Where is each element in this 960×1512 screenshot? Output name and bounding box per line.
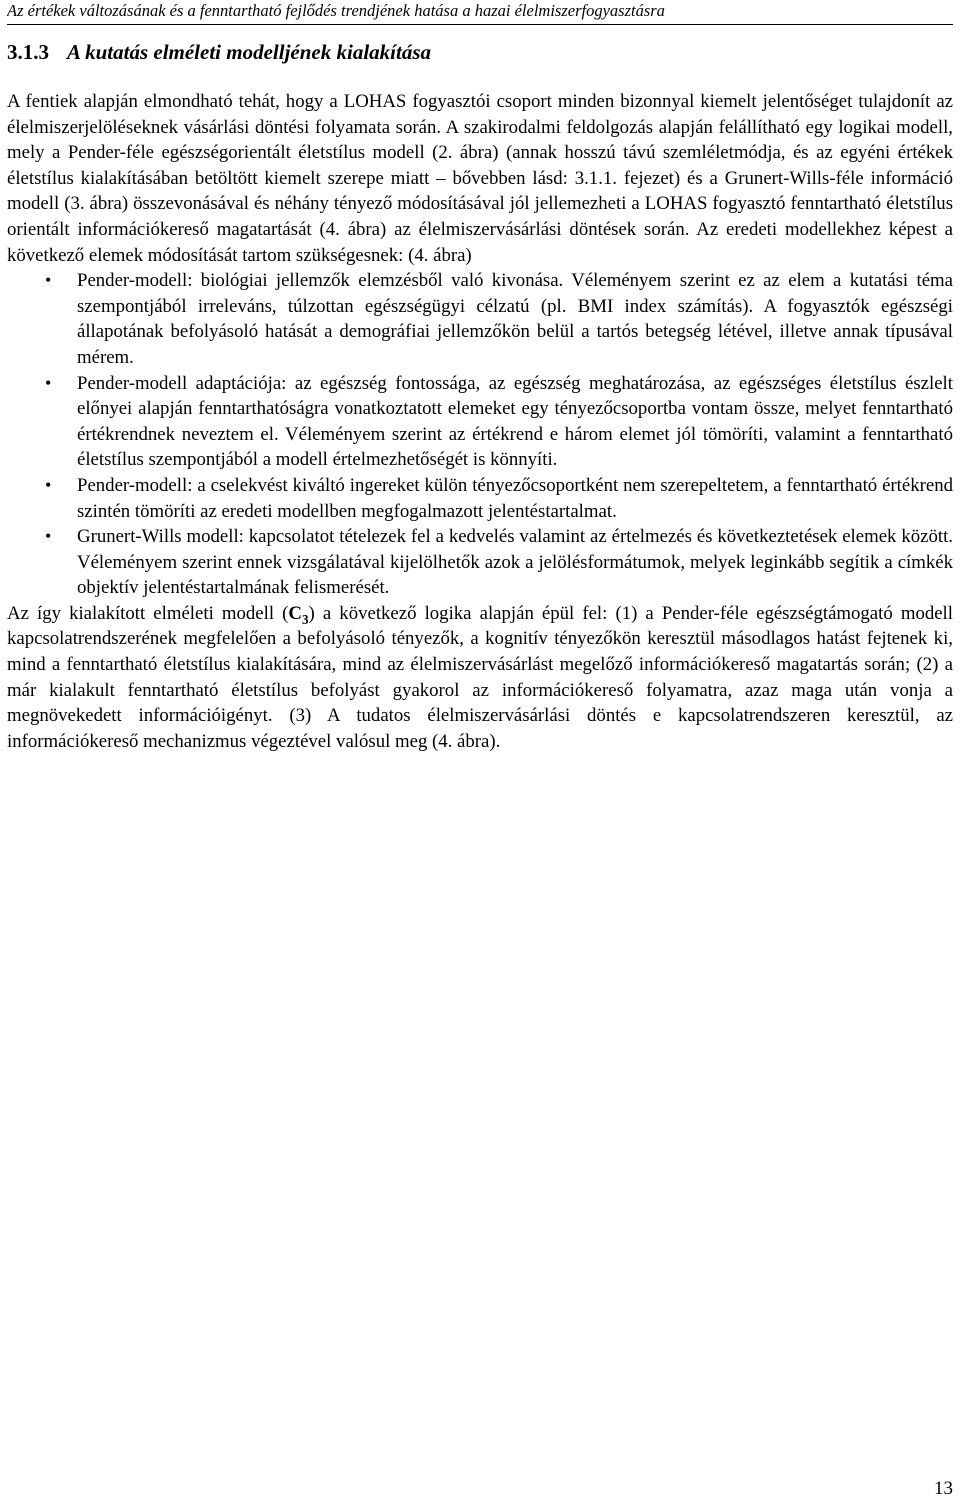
list-item (7, 473, 953, 524)
modification-list (7, 268, 953, 601)
body-text (7, 89, 953, 754)
list-item-text: Pender-modell adaptációja: az egészség fontossága, az egészség meghatározása, az egészséges életstílus észlelt előnyei alapján fenntarthatóságra vonatkoztatott elemeket egy tényezőcsoportba vontam össze, melyet fenntartható értékrendnek neveztem el. Véleményem szerint az értékrend e három elemet jól tömöríti, valamint a fenntartható életstílus szempontjából a modell értelmezhetőségét is könnyíti. (77, 372, 953, 471)
list-item (7, 524, 953, 601)
closing-paragraph (7, 601, 953, 755)
list-item-text: Pender-modell: biológiai jellemzők elemzésből való kivonása. Véleményem szerint ez az elem a kutatási téma szempontjából irreleváns, túlzottan egészségügyi célzatú (pl. BMI index számítás). A fogyasztók egészségi állapotának befolyásoló hatását a demográfiai jellemzőkön belül a tartós betegség létével, illetve annak típusával mérem. (77, 270, 953, 368)
bullet-icon: • (45, 270, 52, 291)
list-item-text: Grunert-Wills modell: kapcsolatot tételezek fel a kedvelés valamint az értelmezés és következtetések elemek között. Véleményem szerint ennek vizsgálatával kijelölhetők azok a jelölésformátumok, melyek leginkább segítik a címkék objektív jelentéstartalmának felismerését. (77, 526, 953, 599)
closing-text-end: ) a következő logika alapján épül fel: (1) a Pender-féle egészségtámogató modell kapcsolatrendszerének megfelelően a befolyásoló tényezők, a kognitív tényezőkön keresztül másodlagos hatást fejtenek ki, mind a fenntartható életstílus kialakítására, mind az élelmiszervásárlást megelőző információkereső magatartás során; (2) a már kialakult fenntartható életstílus befolyást gyakorol az információkereső folyamatra, azaz maga után vonja a megnövekedett információigényt. (3) A tudatos élelmiszervásárlási döntés e kapcsolatrendszeren keresztül, az információkereső mechanizmus végeztével valósul meg (4. ábra). (7, 602, 953, 752)
closing-text-start: Az így kialakított elméleti modell ( (7, 602, 289, 624)
list-item (7, 268, 953, 370)
intro-paragraph: A fentiek alapján elmondható tehát, hogy a LOHAS fogyasztói csoport minden bizonnyal kiemelt jelentőséget tulajdonít az élelmiszerjelöléseknek vásárlási döntési folyamata során. A szakirodalmi feldolgozás alapján felállítható egy logikai modell, mely a Pender-féle egészségorientált életstílus modell (2. ábra) (annak hosszú távú szemléletmódja, és az egyéni értékek életstílus kialakításában betöltött kiemelt szerepe miatt – bővebben lásd: 3.1.1. fejezet) és a Grunert-Wills-féle információ modell (3. ábra) összevonásával és néhány tényező módosításával jól jellemezheti a LOHAS fogyasztó fenntartható életstílus orientált információkereső magatartását (4. ábra) az élelmiszervásárlási döntések során. Az eredeti modellekhez képest a következő elemek módosítását tartom szükségesnek: (4. ábra) (7, 91, 953, 266)
header-divider (7, 24, 953, 25)
bullet-icon: • (45, 526, 52, 547)
model-symbol-letter: C (288, 602, 302, 624)
list-item (7, 371, 953, 473)
model-symbol-subscript: 3 (301, 611, 309, 627)
list-item-text: Pender-modell: a cselekvést kiváltó ingereket külön tényezőcsoportként nem szerepeltetem, a fenntartható értékrend szintén tömöríti az eredeti modellben megfogalmazott jelentéstartalmat. (77, 474, 953, 522)
section-number: 3.1.3 (7, 40, 49, 64)
running-header: Az értékek változásának és a fenntartható fejlődés trendjének hatása a hazai élelmiszerfogyasztásra (7, 1, 665, 20)
model-symbol (288, 602, 309, 627)
bullet-icon: • (45, 474, 52, 495)
bullet-icon: • (45, 372, 52, 393)
section-title: A kutatás elméleti modelljének kialakítása (67, 40, 431, 64)
section-heading (7, 38, 953, 66)
page-number: 13 (934, 1478, 953, 1499)
